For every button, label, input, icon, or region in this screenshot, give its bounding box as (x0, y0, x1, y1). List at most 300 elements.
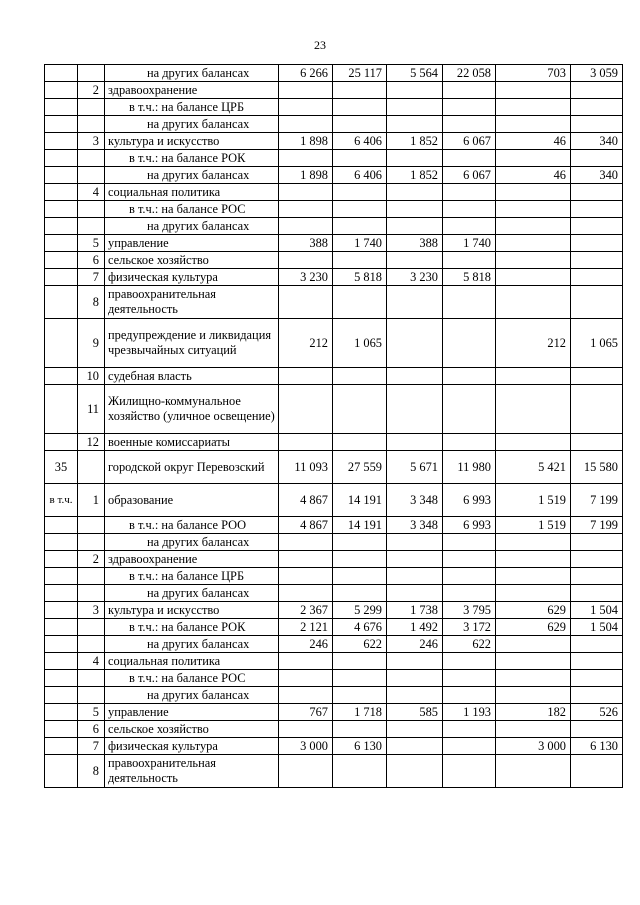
value-cell: 3 795 (443, 602, 496, 619)
group-cell (45, 738, 78, 755)
value-cell (496, 568, 571, 585)
name-cell: управление (105, 235, 279, 252)
value-cell (387, 150, 443, 167)
value-cell: 6 406 (333, 133, 387, 150)
name-cell: здравоохранение (105, 551, 279, 568)
group-cell (45, 434, 78, 451)
table-row (45, 551, 623, 568)
value-cell (279, 150, 333, 167)
value-cell (333, 116, 387, 133)
value-cell (496, 755, 571, 788)
value-cell: 1 519 (496, 484, 571, 517)
index-cell: 7 (78, 738, 105, 755)
value-cell: 1 898 (279, 167, 333, 184)
value-cell (496, 269, 571, 286)
value-cell (279, 368, 333, 385)
index-cell: 3 (78, 133, 105, 150)
value-cell (496, 235, 571, 252)
name-cell: в т.ч.: на балансе РОК (105, 150, 279, 167)
name-cell: социальная политика (105, 653, 279, 670)
index-cell (78, 517, 105, 534)
value-cell (443, 653, 496, 670)
value-cell: 246 (387, 636, 443, 653)
group-cell (45, 602, 78, 619)
value-cell (279, 252, 333, 269)
value-cell: 1 193 (443, 704, 496, 721)
value-cell: 4 867 (279, 484, 333, 517)
value-cell (571, 385, 623, 434)
value-cell (443, 721, 496, 738)
value-cell (496, 653, 571, 670)
name-cell: предупреждение и ликвидация чрезвычайных ситуаций (105, 319, 279, 368)
name-cell: на других балансах (105, 687, 279, 704)
group-cell (45, 184, 78, 201)
value-cell (443, 82, 496, 99)
name-cell: в т.ч.: на балансе РОС (105, 201, 279, 218)
value-cell (571, 235, 623, 252)
group-cell (45, 235, 78, 252)
value-cell: 1 852 (387, 167, 443, 184)
value-cell (496, 252, 571, 269)
value-cell (496, 434, 571, 451)
value-cell (496, 385, 571, 434)
name-cell: Жилищно-коммунальное хозяйство (уличное освещение) (105, 385, 279, 434)
index-cell: 3 (78, 602, 105, 619)
value-cell (387, 568, 443, 585)
value-cell (333, 150, 387, 167)
value-cell: 2 367 (279, 602, 333, 619)
value-cell (571, 670, 623, 687)
value-cell (333, 551, 387, 568)
group-cell (45, 82, 78, 99)
value-cell: 6 993 (443, 484, 496, 517)
value-cell: 1 519 (496, 517, 571, 534)
name-cell: на других балансах (105, 167, 279, 184)
value-cell (387, 252, 443, 269)
name-cell: в т.ч.: на балансе РОО (105, 517, 279, 534)
group-cell (45, 568, 78, 585)
value-cell (571, 252, 623, 269)
name-cell: культура и искусство (105, 602, 279, 619)
value-cell (387, 99, 443, 116)
value-cell (333, 534, 387, 551)
index-cell (78, 167, 105, 184)
group-cell (45, 218, 78, 235)
value-cell: 629 (496, 619, 571, 636)
value-cell (333, 99, 387, 116)
name-cell: управление (105, 704, 279, 721)
value-cell: 622 (333, 636, 387, 653)
value-cell: 1 065 (333, 319, 387, 368)
value-cell (443, 286, 496, 319)
value-cell: 3 000 (279, 738, 333, 755)
value-cell (496, 636, 571, 653)
value-cell (496, 286, 571, 319)
value-cell (279, 568, 333, 585)
table-row (45, 150, 623, 167)
value-cell: 5 818 (443, 269, 496, 286)
value-cell (279, 687, 333, 704)
index-cell: 5 (78, 704, 105, 721)
value-cell: 7 199 (571, 517, 623, 534)
name-cell: на других балансах (105, 116, 279, 133)
group-cell (45, 167, 78, 184)
value-cell (496, 150, 571, 167)
table-row (45, 484, 623, 517)
group-cell (45, 201, 78, 218)
value-cell: 6 406 (333, 167, 387, 184)
value-cell (333, 670, 387, 687)
value-cell (333, 368, 387, 385)
index-cell: 1 (78, 484, 105, 517)
value-cell: 11 093 (279, 451, 333, 484)
group-cell (45, 670, 78, 687)
value-cell (571, 201, 623, 218)
value-cell (387, 721, 443, 738)
name-cell: на других балансах (105, 65, 279, 82)
value-cell: 3 230 (387, 269, 443, 286)
value-cell: 1 738 (387, 602, 443, 619)
group-cell (45, 704, 78, 721)
value-cell (279, 201, 333, 218)
value-cell (387, 385, 443, 434)
value-cell: 526 (571, 704, 623, 721)
value-cell: 11 980 (443, 451, 496, 484)
table-row (45, 99, 623, 116)
group-cell (45, 99, 78, 116)
value-cell (571, 534, 623, 551)
index-cell (78, 99, 105, 116)
value-cell (443, 150, 496, 167)
value-cell (443, 434, 496, 451)
value-cell: 1 898 (279, 133, 333, 150)
table-row (45, 636, 623, 653)
index-cell: 8 (78, 286, 105, 319)
index-cell (78, 568, 105, 585)
value-cell: 622 (443, 636, 496, 653)
name-cell: военные комиссариаты (105, 434, 279, 451)
value-cell: 1 740 (333, 235, 387, 252)
group-cell (45, 385, 78, 434)
value-cell (279, 99, 333, 116)
budget-table (44, 64, 623, 788)
group-cell (45, 133, 78, 150)
value-cell (333, 218, 387, 235)
value-cell: 2 121 (279, 619, 333, 636)
value-cell: 5 421 (496, 451, 571, 484)
value-cell: 340 (571, 167, 623, 184)
value-cell: 7 199 (571, 484, 623, 517)
value-cell (387, 184, 443, 201)
value-cell: 22 058 (443, 65, 496, 82)
index-cell (78, 218, 105, 235)
value-cell (333, 252, 387, 269)
value-cell (387, 434, 443, 451)
table-row (45, 602, 623, 619)
value-cell (279, 653, 333, 670)
value-cell: 46 (496, 133, 571, 150)
value-cell (279, 755, 333, 788)
value-cell (387, 551, 443, 568)
value-cell (496, 218, 571, 235)
index-cell (78, 65, 105, 82)
index-cell (78, 201, 105, 218)
value-cell: 767 (279, 704, 333, 721)
value-cell (443, 116, 496, 133)
table-row (45, 201, 623, 218)
table-row (45, 568, 623, 585)
value-cell (333, 82, 387, 99)
table-row (45, 269, 623, 286)
value-cell (333, 201, 387, 218)
name-cell: в т.ч.: на балансе РОС (105, 670, 279, 687)
group-cell (45, 687, 78, 704)
index-cell: 6 (78, 252, 105, 269)
value-cell (387, 116, 443, 133)
value-cell (279, 286, 333, 319)
table-row (45, 252, 623, 269)
value-cell (387, 653, 443, 670)
value-cell (496, 721, 571, 738)
value-cell: 585 (387, 704, 443, 721)
value-cell (279, 585, 333, 602)
index-cell (78, 116, 105, 133)
name-cell: на других балансах (105, 218, 279, 235)
value-cell (571, 184, 623, 201)
value-cell (496, 201, 571, 218)
value-cell (571, 99, 623, 116)
value-cell (571, 286, 623, 319)
index-cell: 7 (78, 269, 105, 286)
table-row (45, 670, 623, 687)
value-cell: 14 191 (333, 484, 387, 517)
value-cell (443, 568, 496, 585)
name-cell: судебная власть (105, 368, 279, 385)
group-cell (45, 653, 78, 670)
value-cell: 5 818 (333, 269, 387, 286)
value-cell (333, 385, 387, 434)
table-row (45, 755, 623, 788)
value-cell (571, 82, 623, 99)
index-cell (78, 585, 105, 602)
value-cell (279, 434, 333, 451)
value-cell: 1 065 (571, 319, 623, 368)
value-cell (387, 368, 443, 385)
value-cell (387, 201, 443, 218)
value-cell: 703 (496, 65, 571, 82)
value-cell: 212 (279, 319, 333, 368)
value-cell: 6 067 (443, 167, 496, 184)
index-cell (78, 619, 105, 636)
value-cell (571, 755, 623, 788)
value-cell (571, 585, 623, 602)
name-cell: сельское хозяйство (105, 721, 279, 738)
value-cell: 46 (496, 167, 571, 184)
value-cell: 5 564 (387, 65, 443, 82)
value-cell (387, 319, 443, 368)
index-cell (78, 687, 105, 704)
group-cell (45, 721, 78, 738)
value-cell (496, 551, 571, 568)
value-cell (387, 738, 443, 755)
group-cell (45, 252, 78, 269)
group-cell (45, 116, 78, 133)
table-row (45, 133, 623, 150)
value-cell (387, 670, 443, 687)
value-cell: 5 671 (387, 451, 443, 484)
value-cell (571, 687, 623, 704)
index-cell: 9 (78, 319, 105, 368)
value-cell (496, 687, 571, 704)
value-cell (443, 385, 496, 434)
value-cell: 1 504 (571, 619, 623, 636)
value-cell (496, 99, 571, 116)
group-cell (45, 636, 78, 653)
table-row (45, 653, 623, 670)
table-row (45, 65, 623, 82)
value-cell (333, 721, 387, 738)
value-cell (279, 551, 333, 568)
index-cell: 6 (78, 721, 105, 738)
value-cell: 27 559 (333, 451, 387, 484)
value-cell (443, 184, 496, 201)
value-cell (387, 755, 443, 788)
name-cell: на других балансах (105, 534, 279, 551)
value-cell (333, 184, 387, 201)
value-cell (387, 286, 443, 319)
table-row (45, 286, 623, 319)
group-cell (45, 368, 78, 385)
table-row (45, 368, 623, 385)
value-cell: 6 130 (333, 738, 387, 755)
name-cell: социальная политика (105, 184, 279, 201)
value-cell (571, 269, 623, 286)
value-cell: 1 718 (333, 704, 387, 721)
value-cell (443, 687, 496, 704)
value-cell (571, 653, 623, 670)
group-cell (45, 286, 78, 319)
group-cell (45, 150, 78, 167)
value-cell (443, 670, 496, 687)
value-cell (443, 368, 496, 385)
value-cell (571, 150, 623, 167)
table-row (45, 184, 623, 201)
table-row (45, 451, 623, 484)
value-cell: 14 191 (333, 517, 387, 534)
table-row (45, 319, 623, 368)
value-cell (333, 755, 387, 788)
value-cell (279, 184, 333, 201)
table-row (45, 434, 623, 451)
table-row (45, 218, 623, 235)
group-cell (45, 534, 78, 551)
value-cell (571, 568, 623, 585)
table-row (45, 534, 623, 551)
group-cell: 35 (45, 451, 78, 484)
value-cell (571, 721, 623, 738)
index-cell: 8 (78, 755, 105, 788)
table-row (45, 82, 623, 99)
value-cell (279, 385, 333, 434)
value-cell (333, 286, 387, 319)
value-cell (443, 99, 496, 116)
name-cell: физическая культура (105, 738, 279, 755)
value-cell (443, 534, 496, 551)
value-cell (571, 218, 623, 235)
index-cell (78, 534, 105, 551)
index-cell: 4 (78, 184, 105, 201)
value-cell (279, 534, 333, 551)
value-cell: 3 059 (571, 65, 623, 82)
value-cell (496, 184, 571, 201)
value-cell (443, 218, 496, 235)
name-cell: правоохранительная деятельность (105, 755, 279, 788)
value-cell (279, 670, 333, 687)
value-cell (387, 534, 443, 551)
value-cell: 3 348 (387, 484, 443, 517)
group-cell (45, 585, 78, 602)
value-cell: 5 299 (333, 602, 387, 619)
value-cell (496, 670, 571, 687)
table-row (45, 721, 623, 738)
value-cell: 3 172 (443, 619, 496, 636)
value-cell: 1 492 (387, 619, 443, 636)
value-cell: 6 130 (571, 738, 623, 755)
value-cell (496, 585, 571, 602)
table-row (45, 385, 623, 434)
value-cell (333, 687, 387, 704)
table-row (45, 738, 623, 755)
name-cell: в т.ч.: на балансе РОК (105, 619, 279, 636)
value-cell (496, 82, 571, 99)
name-cell: на других балансах (105, 636, 279, 653)
name-cell: в т.ч.: на балансе ЦРБ (105, 568, 279, 585)
value-cell: 25 117 (333, 65, 387, 82)
value-cell (279, 218, 333, 235)
group-cell (45, 319, 78, 368)
value-cell: 182 (496, 704, 571, 721)
value-cell (279, 721, 333, 738)
value-cell: 1 852 (387, 133, 443, 150)
value-cell: 1 740 (443, 235, 496, 252)
index-cell: 2 (78, 82, 105, 99)
value-cell (443, 201, 496, 218)
value-cell (571, 116, 623, 133)
group-cell (45, 619, 78, 636)
value-cell (571, 368, 623, 385)
value-cell (333, 653, 387, 670)
value-cell (443, 755, 496, 788)
name-cell: здравоохранение (105, 82, 279, 99)
value-cell (443, 738, 496, 755)
table-row (45, 167, 623, 184)
value-cell: 3 230 (279, 269, 333, 286)
value-cell: 15 580 (571, 451, 623, 484)
value-cell (387, 585, 443, 602)
table-row (45, 116, 623, 133)
value-cell (496, 368, 571, 385)
value-cell (571, 636, 623, 653)
name-cell: городской округ Перевозский (105, 451, 279, 484)
value-cell: 1 504 (571, 602, 623, 619)
value-cell (279, 82, 333, 99)
value-cell (571, 434, 623, 451)
table-row (45, 235, 623, 252)
value-cell (443, 319, 496, 368)
value-cell: 212 (496, 319, 571, 368)
value-cell (443, 551, 496, 568)
group-cell (45, 551, 78, 568)
